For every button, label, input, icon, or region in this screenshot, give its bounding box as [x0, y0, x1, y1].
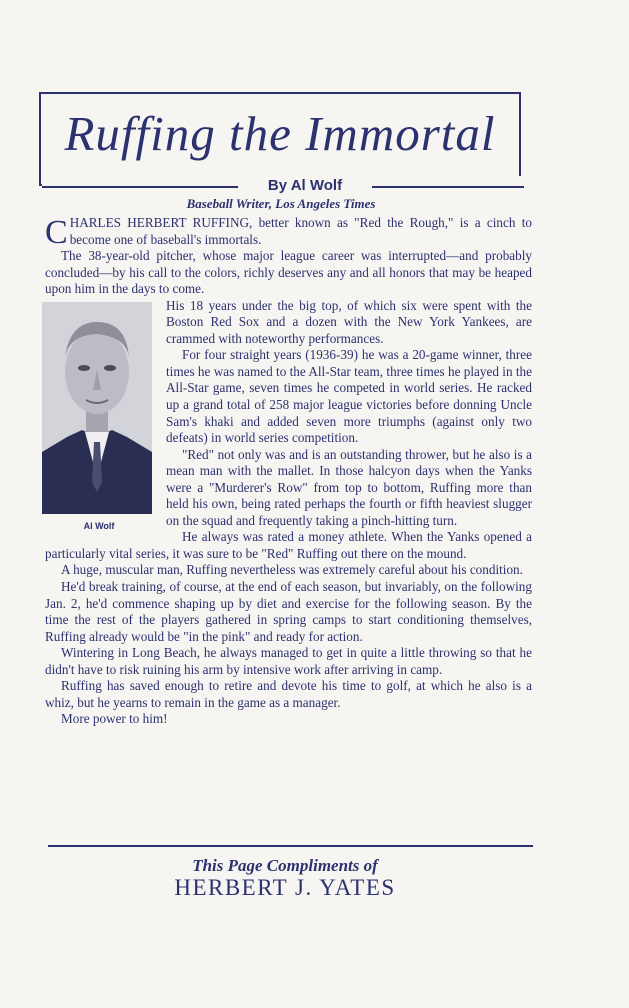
article-title: Ruffing the Immortal	[64, 106, 496, 161]
article-paragraph: For four straight years (1936-39) he was a 20-game winner, three times he was named to the All-Star team, three times he played in the All-Star game, seven times he competed in world series. He racked up a grand total of 258 major league victories before donning Uncle Sam's khaki and added seven more triumphs (against only two defeats) in world series competition.	[166, 347, 532, 446]
article-paragraph: More power to him!	[61, 711, 168, 727]
portrait-image	[42, 302, 152, 514]
sponsor-name: HERBERT J. YATES	[174, 875, 396, 900]
article-paragraph	[45, 214, 532, 251]
article-paragraph: He always was rated a money athlete. When the Yanks opened a particularly vital series, it was sure to be "Red" Ruffing out there on the mound.	[45, 529, 532, 561]
author-photo	[42, 302, 156, 532]
article-paragraph: Ruffing has saved enough to retire and devote his time to golf, at which he also is a whiz, but he yearns to remain in the game as a manager.	[45, 678, 532, 710]
article-paragraph: A huge, muscular man, Ruffing nevertheless was extremely careful about his condition.	[61, 562, 523, 578]
first-paragraph-text: HARLES HERBERT RUFFING, better known as "Red the Rough," is a cinch to become one of baseball's immortals.	[69, 215, 532, 247]
article-paragraph: He'd break training, of course, at the end of each season, but invariably, on the following Jan. 2, he'd commence shaping up by diet and exercise for the following season. By the time the rest of the players gathered in spring camps to start conditioning themselves, Ruffing already would be "in the pink" and ready for action.	[45, 579, 532, 644]
byline: By Al Wolf	[267, 177, 343, 194]
byline-row	[42, 176, 524, 196]
portrait-svg	[42, 302, 152, 514]
article-paragraph: His 18 years under the big top, of which six were spent with the Boston Red Sox and a dozen with the New York Yankees, are crammed with noteworthy performances.	[166, 297, 532, 346]
article-paragraph: Wintering in Long Beach, he always managed to get in quite a little throwing so that he didn't have to risk ruining his arm by intensive work after arriving in camp.	[45, 645, 532, 677]
article-paragraph: The 38-year-old pitcher, whose major league career was interrupted—and probably concluded—by his call to the colors, richly deserves any and all honors that may be heaped upon him in the days to come.	[45, 248, 532, 297]
byline-rule-right	[372, 186, 524, 188]
photo-caption: Al Wolf	[83, 520, 115, 531]
footer-rule	[48, 845, 533, 847]
article-body	[45, 215, 532, 728]
byline-rule-left	[42, 186, 238, 188]
drop-cap: C	[45, 214, 68, 251]
title-box	[39, 92, 521, 186]
compliments-line: This Page Compliments of	[192, 856, 378, 875]
article-paragraph: "Red" not only was and is an outstanding thrower, but he also is a mean man with the mallet. In those halcyon days when the Yanks were a "Murderer's Row" from top to bottom, Ruffing more than held his own, being rated perhaps the fourth or fifth heaviest slugger on the squad and frequently taking a pinch-hitting turn.	[166, 446, 532, 528]
author-title: Baseball Writer, Los Angeles Times	[186, 196, 376, 211]
